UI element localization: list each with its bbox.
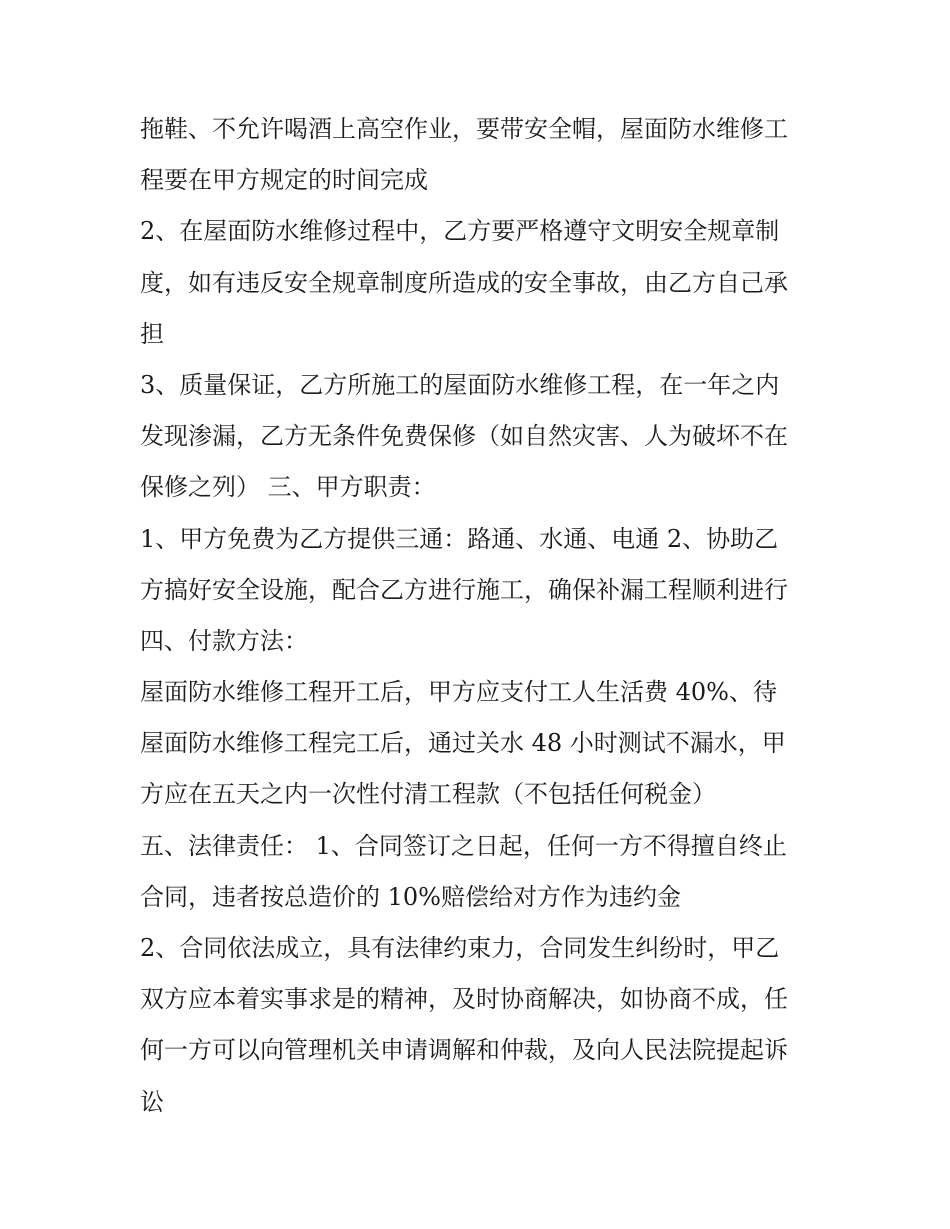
- text-line: 屋面防水维修工程开工后，甲方应支付工人生活费 40%、待: [140, 678, 777, 707]
- text-line: 四、付款方法：: [140, 626, 308, 655]
- text-line: 度，如有违反安全规章制度所造成的安全事故，由乙方自己承: [140, 268, 788, 297]
- text-line: 1、甲方免费为乙方提供三通：路通、水通、电通 2、协助乙: [140, 524, 779, 553]
- text-line: 双方应本着实事求是的精神，及时协商解决，如协商不成，任: [140, 985, 788, 1014]
- text-line: 合同，违者按总造价的 10%赔偿给对方作为违约金: [140, 882, 681, 911]
- text-line: 发现渗漏，乙方无条件免费保修（如自然灾害、人为破坏不在: [140, 422, 788, 451]
- text-line: 拖鞋、不允许喝酒上高空作业，要带安全帽，屋面防水维修工: [140, 115, 788, 143]
- text-line: 方应在五天之内一次性付清工程款（不包括任何税金）: [140, 780, 716, 809]
- text-line: 担: [140, 319, 164, 348]
- text-line: 方搞好安全设施，配合乙方进行施工，确保补漏工程顺利进行: [140, 575, 788, 604]
- text-line: 讼: [140, 1087, 164, 1116]
- text-line: 2、合同依法成立，具有法律约束力，合同发生纠纷时，甲乙: [140, 934, 780, 962]
- text-line: 3、质量保证，乙方所施工的屋面防水维修工程，在一年之内: [140, 370, 780, 399]
- text-line: 保修之列） 三、甲方职责：: [140, 473, 436, 502]
- text-line: 五、法律责任： 1、合同签订之日起，任何一方不得擅自终止: [140, 831, 787, 860]
- contract-text-body: [140, 104, 820, 1128]
- text-line: 程要在甲方规定的时间完成: [140, 166, 428, 195]
- text-line: 屋面防水维修工程完工后，通过关水 48 小时测试不漏水，甲: [140, 729, 786, 758]
- text-line: 何一方可以向管理机关申请调解和仲裁，及向人民法院提起诉: [140, 1036, 788, 1065]
- text-line: 2、在屋面防水维修过程中，乙方要严格遵守文明安全规章制: [140, 217, 780, 246]
